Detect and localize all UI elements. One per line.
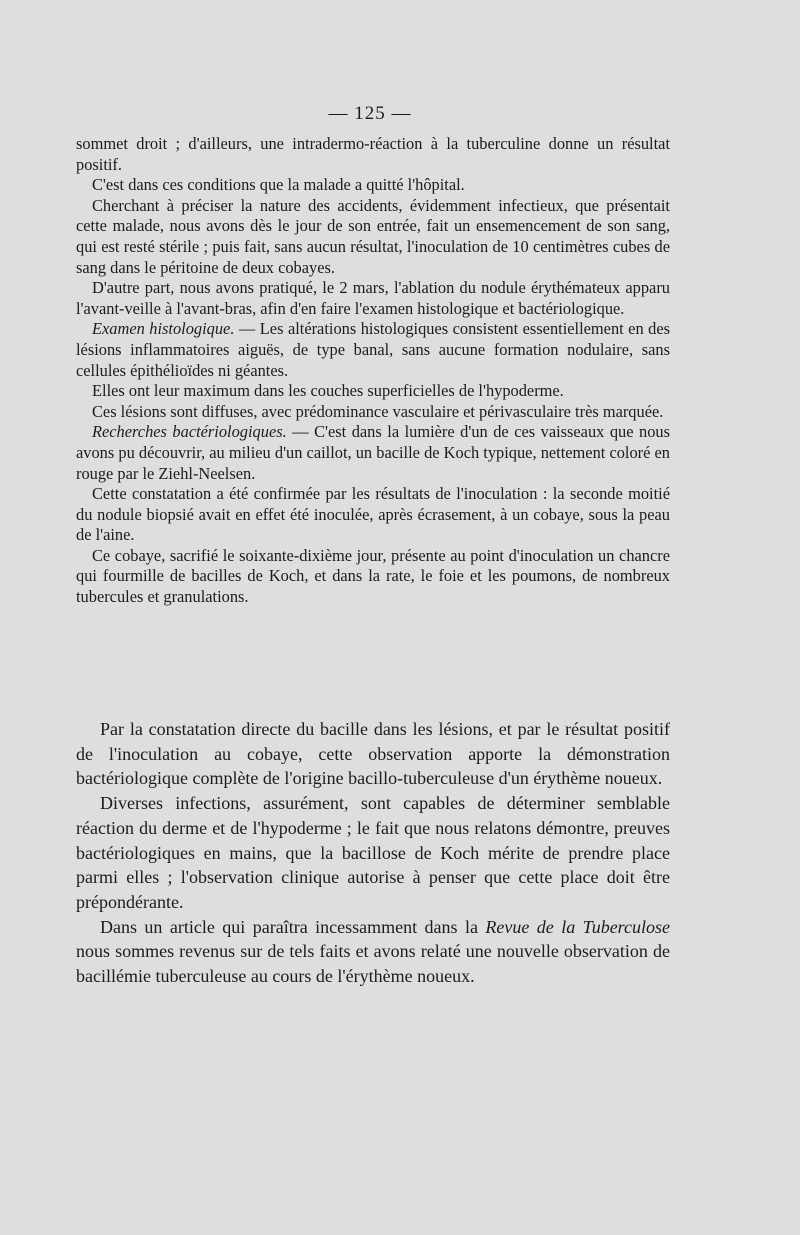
paragraph: Diverses infections, assurément, sont capables de déterminer semblable réaction du derme et de l'hypoderme ; le fait que nous relatons démontre, preuves bactériologiques en mains, que la bacillose de Koch mérite de prendre place parmi elles ; l'observation clinique autorise à penser que cette place doit être prépondérante. xyxy=(76,793,670,912)
paragraph: Ces lésions sont diffuses, avec prédominance vasculaire et périvasculaire très marquée. xyxy=(92,401,664,421)
journal-title: Revue de la Tuberculose xyxy=(485,916,671,937)
section-title-bacteriology: Recherches bactériologiques. xyxy=(92,422,287,442)
page-number: — 125 — xyxy=(328,103,412,124)
paragraph xyxy=(76,915,670,989)
conclusion-text xyxy=(76,717,670,989)
paragraph-text: Dans un article qui paraîtra incessamment dans la xyxy=(100,916,486,937)
paragraph-text: — C'est dans la lumière d'un de ces vaisseaux que nous avons pu découvrir, au milieu d'un caillot, un bacille de Koch typique, nettement coloré en rouge par le Ziehl-Neelsen. xyxy=(76,422,670,483)
paragraph-text: — Les altérations histologiques consistent essentiellement en des lésions inflammatoires aiguës, de type banal, sans aucune formation nodulaire, sans cellules épithélioïdes ni géantes. xyxy=(76,319,670,380)
paragraph: Ce cobaye, sacrifié le soixante-dixième jour, présente au point d'inoculation un chancre qui fourmille de bacilles de Koch, et dans la rate, le foie et les poumons, de nombreux tubercules et granulations. xyxy=(76,545,670,607)
paragraph xyxy=(76,422,670,484)
case-report-text xyxy=(76,134,670,608)
section-title-histology: Examen histologique. xyxy=(92,319,235,339)
paragraph: Cette constatation a été confirmée par les résultats de l'inoculation : la seconde moitié du nodule biopsié avait en effet été inoculée, après écrasement, à un cobaye, sous la peau de l'aine. xyxy=(76,484,670,545)
paragraph: sommet droit ; d'ailleurs, une intradermo-réaction à la tuberculine donne un résultat positif. xyxy=(76,134,670,174)
paragraph: Elles ont leur maximum dans les couches superficielles de l'hypoderme. xyxy=(92,381,564,401)
paragraph: C'est dans ces conditions que la malade a quitté l'hôpital. xyxy=(92,175,465,195)
paragraph xyxy=(76,319,670,381)
paragraph: Par la constatation directe du bacille dans les lésions, et par le résultat positif de l'inoculation au cobaye, cette observation apporte la démonstration bactériologique complète de l'origine bacillo-tuberculeuse d'un érythème noueux. xyxy=(76,719,670,789)
paragraph: D'autre part, nous avons pratiqué, le 2 mars, l'ablation du nodule érythémateux apparu l'avant-veille à l'avant-bras, afin d'en faire l'examen histologique et bactériologique. xyxy=(76,278,670,318)
paragraph: Cherchant à préciser la nature des accidents, évidemment infectieux, que présentait cette malade, nous avons dès le jour de son entrée, fait un ensemencement de son sang, qui est resté stérile ; puis fait, sans aucun résultat, l'inoculation de 10 centimètres cubes de sang dans le péritoine de deux cobayes. xyxy=(76,195,670,277)
paragraph-text: nous sommes revenus sur de tels faits et avons relaté une nouvelle observation de bacillémie tuberculeuse au cours de l'érythème noueux. xyxy=(76,941,670,987)
